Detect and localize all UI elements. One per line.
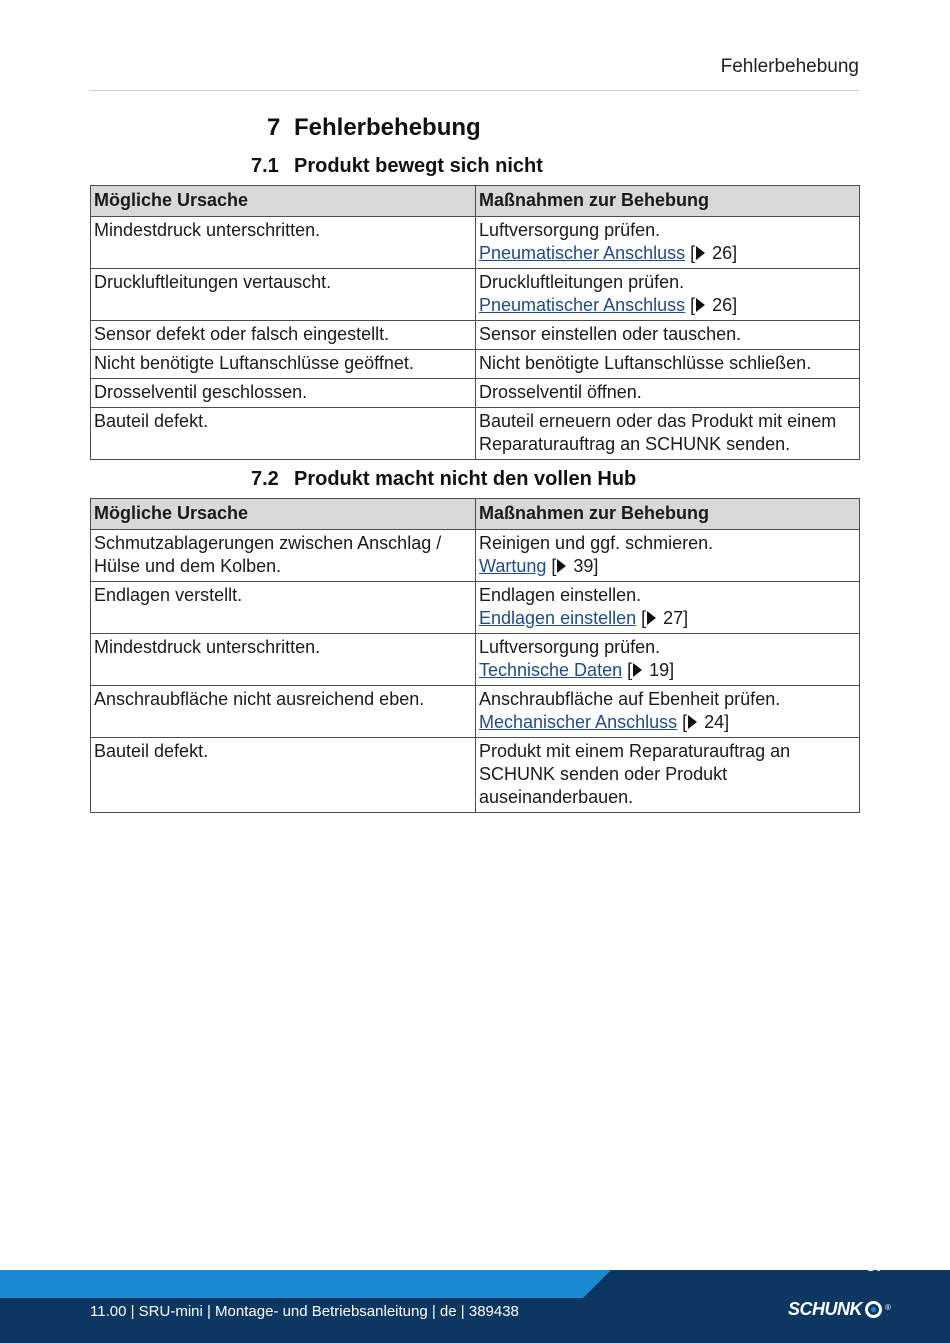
table-row (91, 217, 860, 269)
page-reference: 39 (568, 556, 594, 576)
page-arrow-icon (557, 559, 566, 573)
chapter-number: 7 (267, 114, 281, 141)
column-header-action: Maßnahmen zur Behebung (476, 499, 860, 530)
cause-text: Nicht benötigte Luftanschlüsse geöffnet. (94, 353, 414, 373)
cross-reference (479, 711, 856, 734)
table-header-row (91, 499, 860, 530)
action-text: Endlagen einstellen. (479, 585, 642, 605)
cross-reference-link[interactable]: Pneumatischer Anschluss (479, 295, 686, 315)
registered-mark: ® (885, 1303, 891, 1312)
table-row (91, 582, 860, 634)
cause-cell (91, 686, 476, 738)
bracket-close: ] (732, 295, 738, 315)
page-number: 37 (866, 1258, 884, 1275)
cause-text: Bauteil defekt. (94, 411, 209, 431)
troubleshooting-table-7-1 (90, 185, 860, 460)
action-cell (476, 634, 860, 686)
page-reference: 19 (644, 660, 670, 680)
page-reference: 27 (658, 608, 684, 628)
bracket-open: [ (677, 712, 688, 732)
table-row (91, 686, 860, 738)
action-text: Drosselventil öffnen. (479, 382, 642, 402)
cross-reference (479, 555, 856, 578)
action-text: Sensor einstellen oder tauschen. (479, 324, 742, 344)
cause-cell (91, 350, 476, 379)
cross-reference (479, 294, 856, 317)
cause-text: Drosselventil geschlossen. (94, 382, 308, 402)
section-number: 7.1 (251, 155, 279, 177)
page-reference: 26 (707, 295, 733, 315)
footer-notch-fill (611, 1270, 950, 1298)
table-row (91, 530, 860, 582)
column-header-cause: Mögliche Ursache (91, 499, 476, 530)
cause-cell (91, 321, 476, 350)
action-text: Bauteil erneuern oder das Produkt mit einem Reparaturauftrag an SCHUNK senden. (479, 411, 837, 454)
column-header-cause: Mögliche Ursache (91, 186, 476, 217)
page-reference: 26 (707, 243, 733, 263)
cause-text: Sensor defekt oder falsch eingestellt. (94, 324, 390, 344)
table-row (91, 350, 860, 379)
cause-cell (91, 408, 476, 460)
action-cell (476, 686, 860, 738)
table-row (91, 379, 860, 408)
action-text: Anschraubfläche auf Ebenheit prüfen. (479, 689, 781, 709)
table-row (91, 321, 860, 350)
action-text: Luftversorgung prüfen. (479, 637, 661, 657)
cause-cell (91, 379, 476, 408)
cross-reference-link[interactable]: Technische Daten (479, 660, 623, 680)
cause-cell (91, 217, 476, 269)
page-arrow-icon (696, 246, 705, 260)
action-text: Reinigen und ggf. schmieren. (479, 533, 714, 553)
action-cell (476, 350, 860, 379)
cause-text: Mindestdruck unterschritten. (94, 637, 321, 657)
logo-circle-icon (865, 1301, 882, 1318)
action-cell (476, 217, 860, 269)
section-title: Produkt bewegt sich nicht (294, 155, 543, 177)
page-arrow-icon (696, 298, 705, 312)
cause-cell (91, 582, 476, 634)
chapter-heading (267, 114, 481, 142)
section-number: 7.2 (251, 468, 279, 490)
page-reference: 24 (699, 712, 725, 732)
header-divider (90, 90, 859, 91)
footer-notch (583, 1270, 611, 1298)
footer-document-info: 11.00 | SRU-mini | Montage- und Betriebsanleitung | de | 389438 (90, 1303, 519, 1320)
action-text: Nicht benötigte Luftanschlüsse schließen. (479, 353, 812, 373)
cause-cell (91, 634, 476, 686)
action-cell (476, 530, 860, 582)
action-cell (476, 738, 860, 813)
cross-reference (479, 242, 856, 265)
bracket-close: ] (732, 243, 738, 263)
action-text: Luftversorgung prüfen. (479, 220, 661, 240)
bracket-close: ] (683, 608, 689, 628)
cause-text: Bauteil defekt. (94, 741, 209, 761)
table-header-row (91, 186, 860, 217)
schunk-logo (788, 1299, 891, 1320)
action-text: Druckluftleitungen prüfen. (479, 272, 685, 292)
cause-text: Anschraubfläche nicht ausreichend eben. (94, 689, 425, 709)
page-arrow-icon (633, 663, 642, 677)
cause-cell (91, 738, 476, 813)
section-heading-7-1 (251, 155, 543, 178)
table-row (91, 634, 860, 686)
running-header: Fehlerbehebung (720, 56, 859, 77)
bracket-close: ] (593, 556, 599, 576)
action-cell (476, 582, 860, 634)
bracket-open: [ (622, 660, 633, 680)
page-arrow-icon (647, 611, 656, 625)
action-cell (476, 379, 860, 408)
action-text: Produkt mit einem Reparaturauftrag an SCHUNK senden oder Produkt auseinanderbauen. (479, 741, 791, 807)
cause-text: Schmutzablagerungen zwischen Anschlag / Hülse und dem Kolben. (94, 533, 442, 576)
cross-reference-link[interactable]: Wartung (479, 556, 547, 576)
cross-reference (479, 607, 856, 630)
action-cell (476, 408, 860, 460)
cross-reference-link[interactable]: Pneumatischer Anschluss (479, 243, 686, 263)
page-arrow-icon (688, 715, 697, 729)
table-row (91, 738, 860, 813)
bracket-open: [ (685, 243, 696, 263)
cross-reference-link[interactable]: Mechanischer Anschluss (479, 712, 678, 732)
cross-reference-link[interactable]: Endlagen einstellen (479, 608, 637, 628)
section-heading-7-2 (251, 468, 636, 491)
bracket-open: [ (546, 556, 557, 576)
cause-text: Druckluftleitungen vertauscht. (94, 272, 332, 292)
cause-text: Endlagen verstellt. (94, 585, 243, 605)
cause-cell (91, 530, 476, 582)
table-row (91, 269, 860, 321)
bracket-open: [ (636, 608, 647, 628)
bracket-close: ] (724, 712, 730, 732)
action-cell (476, 269, 860, 321)
column-header-action: Maßnahmen zur Behebung (476, 186, 860, 217)
logo-wordmark: SCHUNK (788, 1299, 863, 1319)
troubleshooting-table-7-2 (90, 498, 860, 813)
cross-reference (479, 659, 856, 682)
action-cell (476, 321, 860, 350)
bracket-close: ] (669, 660, 675, 680)
bracket-open: [ (685, 295, 696, 315)
cause-cell (91, 269, 476, 321)
table-row (91, 408, 860, 460)
cause-text: Mindestdruck unterschritten. (94, 220, 321, 240)
chapter-title: Fehlerbehebung (294, 114, 481, 141)
section-title: Produkt macht nicht den vollen Hub (294, 468, 637, 490)
